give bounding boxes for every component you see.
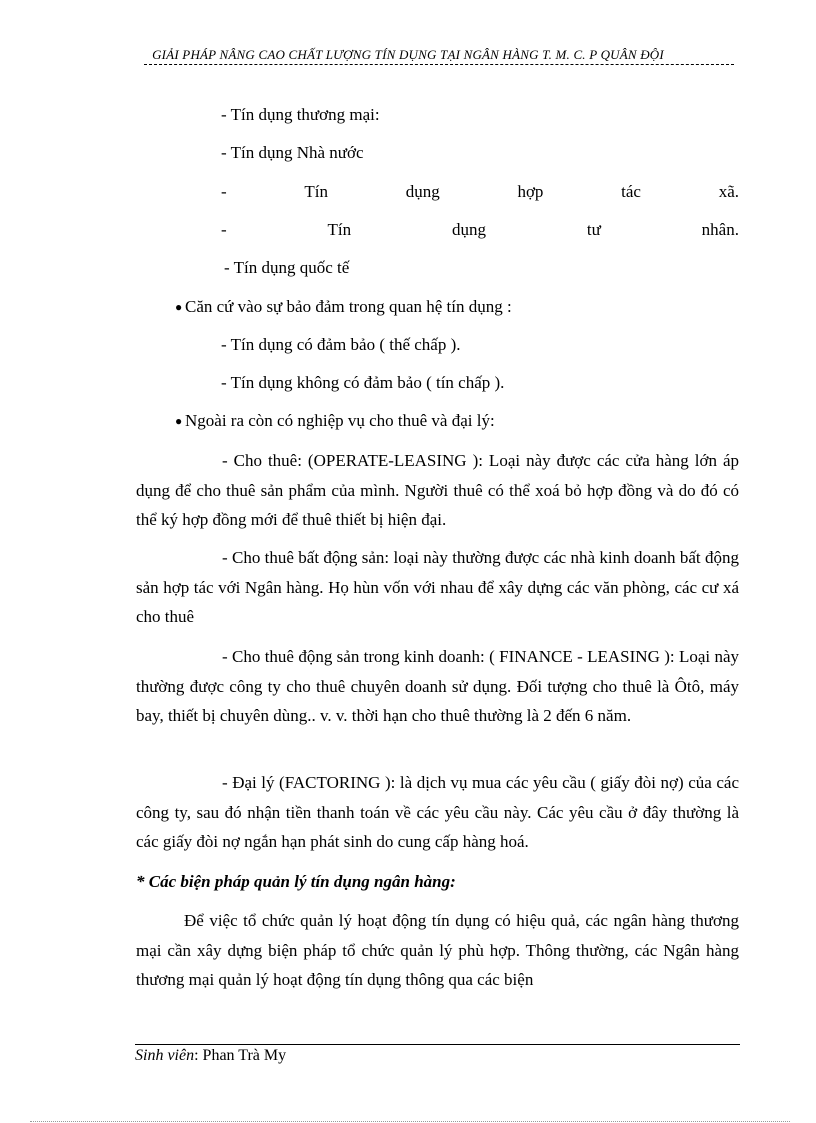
paragraph-operate-leasing: [136, 446, 739, 535]
footer-rule: [135, 1044, 740, 1045]
word: -: [221, 220, 227, 239]
bullet-leasing-agency: [175, 410, 495, 432]
paragraph-real-estate-leasing: [136, 543, 739, 632]
word: dụng: [405, 182, 440, 201]
header-dashed-rule: [144, 64, 734, 65]
word: tư: [586, 220, 601, 239]
list-item-international-credit: - Tín dụng quốc tế: [224, 258, 350, 277]
word: -: [221, 182, 227, 201]
bullet-dot-icon: ●: [175, 300, 183, 314]
paragraph-text: - Đại lý (FACTORING ): là dịch vụ mua các yêu cầu ( giấy đòi nợ) của các công ty, sau đó nhận tiền thanh toán về các yêu cầu này. Các yêu cầu ở đây thường là các giấy đòi nợ ngắn hạn phát sinh do cung cấp hàng hoá.: [136, 773, 739, 851]
word: tác: [621, 182, 641, 201]
bullet-text: Ngoài ra còn có nghiệp vụ cho thuê và đại lý:: [185, 411, 495, 430]
footer-label: Sinh viên: [135, 1047, 195, 1064]
section-heading: * Các biện pháp quản lý tín dụng ngân hàng:: [136, 872, 456, 891]
word: hợp: [517, 182, 544, 201]
student-name: Phan Trà My: [202, 1047, 287, 1064]
footer-separator: :: [194, 1047, 199, 1064]
word: Tín: [304, 182, 328, 201]
paragraph-factoring: [136, 768, 739, 857]
bullet-guarantee-basis: [175, 296, 512, 318]
list-item-state-credit: - Tín dụng Nhà nước: [221, 143, 364, 162]
page-bottom-dotted-rule: [30, 1121, 790, 1122]
sub-item-unsecured-credit: - Tín dụng không có đảm bảo ( tín chấp ).: [221, 373, 505, 392]
word: nhân.: [701, 220, 739, 239]
sub-item-secured-credit: - Tín dụng có đảm bảo ( thế chấp ).: [221, 335, 461, 354]
paragraph-finance-leasing: [136, 642, 739, 731]
paragraph-text: - Cho thuê bất động sản: loại này thường được các nhà kinh doanh bất động sản hợp tác với Ngân hàng. Họ hùn vốn với nhau để xây dựng các văn phòng, các cư xá cho thuê: [136, 548, 739, 626]
word: Tín: [327, 220, 352, 239]
running-header-title: GIẢI PHÁP NÂNG CAO CHẤT LƯỢNG TÍN DỤNG TẠI NGÂN HÀNG T. M. C. P QUÂN ĐỘI: [152, 47, 664, 62]
list-item-cooperative-credit: [221, 181, 739, 203]
list-item-commercial-credit: - Tín dụng thương mại:: [221, 105, 380, 124]
bullet-text: Căn cứ vào sự bảo đảm trong quan hệ tín dụng :: [185, 297, 512, 316]
list-item-private-credit: [221, 219, 739, 241]
paragraph-text: - Cho thuê động sản trong kinh doanh: ( FINANCE - LEASING ): Loại này thường được công ty cho thuê chuyên doanh sử dụng. Đối tượng cho thuê là Ôtô, máy bay, thiết bị chuyên dùng.. v. v. thời hạn cho thuê thường là 2 đến 6 năm.: [136, 647, 739, 725]
footer-student: [135, 1047, 286, 1065]
paragraph-text: Để việc tổ chức quản lý hoạt động tín dụng có hiệu quả, các ngân hàng thương mại cần xây dựng biện pháp tổ chức quản lý phù hợp. Thông thường, các Ngân hàng thương mại quản lý hoạt động tín dụng thông qua các biện: [136, 911, 739, 989]
word: dụng: [452, 220, 486, 239]
bullet-dot-icon: ●: [175, 414, 183, 428]
paragraph-text: - Cho thuê: (OPERATE-LEASING ): Loại này được các cửa hàng lớn áp dụng để cho thuê sản phẩm của mình. Người thuê có thể xoá bỏ hợp đồng và do đó có thể ký hợp đồng mới để thuê thiết bị hiện đại.: [136, 451, 739, 529]
paragraph-management-measures: [136, 906, 739, 995]
word: xã.: [718, 182, 739, 201]
